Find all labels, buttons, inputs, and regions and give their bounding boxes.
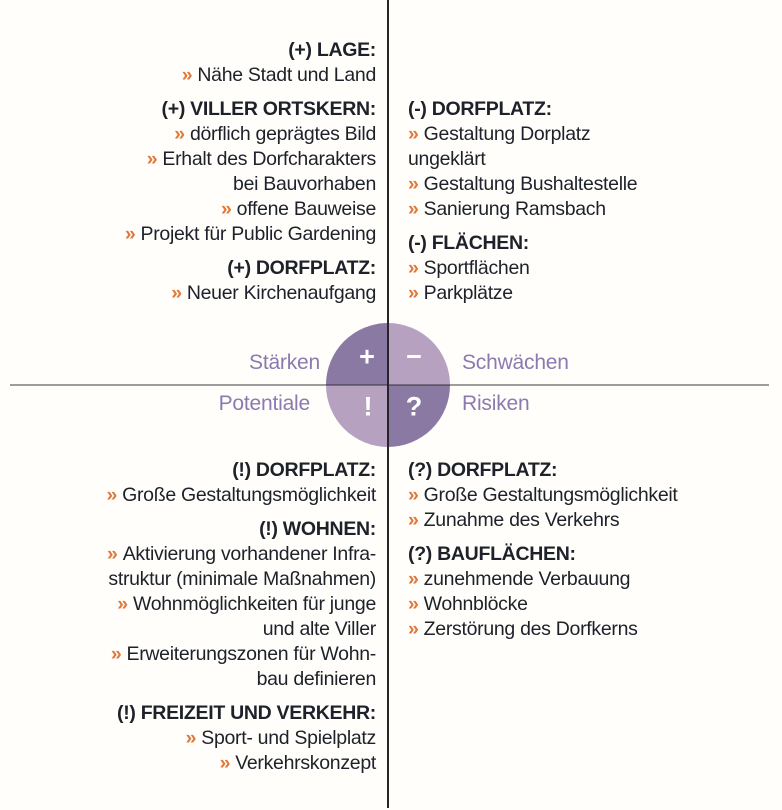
bullet-item: » Wohnmöglichkeiten für junge <box>117 593 376 615</box>
bullet-item-continuation: struktur (minimale Maßnahmen) <box>108 568 376 590</box>
quadrant-risks <box>408 458 678 642</box>
bullet-item: » Aktivierung vorhandener Infra- <box>107 543 376 565</box>
plus-icon: + <box>359 341 375 372</box>
quadrant-weaknesses <box>408 97 637 306</box>
section-heading: (+) LAGE: <box>288 39 376 61</box>
chevron-bullet-icon: » <box>408 568 424 590</box>
chevron-bullet-icon: » <box>408 198 424 220</box>
bullet-item: » Große Gestaltungsmöglichkeit <box>408 484 678 506</box>
section-heading: (+) DORFPLATZ: <box>227 257 376 279</box>
bullet-item: » Verkehrskonzept <box>219 752 376 774</box>
section-heading: (!) FREIZEIT UND VERKEHR: <box>117 702 376 724</box>
chevron-bullet-icon: » <box>219 752 236 774</box>
bullet-item: » Nähe Stadt und Land <box>181 64 376 86</box>
chevron-bullet-icon: » <box>408 509 424 531</box>
bullet-item: » Gestaltung Dorplatz <box>408 123 591 145</box>
chevron-bullet-icon: » <box>408 593 424 615</box>
chevron-bullet-icon: » <box>110 643 127 665</box>
section-heading: (+) VILLER ORTSKERN: <box>161 98 376 120</box>
bullet-item: » Projekt für Public Gardening <box>124 223 376 245</box>
quadrant-strengths <box>125 38 376 306</box>
vertical-divider <box>387 0 389 808</box>
bullet-item: » Erweiterungszonen für Wohn- <box>110 643 376 665</box>
risks-label: Risiken <box>462 392 530 415</box>
chevron-bullet-icon: » <box>174 123 190 145</box>
bullet-item: » Große Gestaltungsmöglichkeit <box>106 484 376 506</box>
bullet-item: » dörflich geprägtes Bild <box>174 123 376 145</box>
section-heading: (?) BAUFLÄCHEN: <box>408 543 576 565</box>
bullet-item-continuation: bei Bauvorhaben <box>233 173 376 195</box>
strengths-label: Stärken <box>249 351 320 374</box>
section-heading: (-) FLÄCHEN: <box>408 232 529 254</box>
chevron-bullet-icon: » <box>408 257 424 279</box>
weaknesses-label: Schwächen <box>462 351 569 374</box>
bullet-item: » Zunahme des Verkehrs <box>408 509 620 531</box>
chevron-bullet-icon: » <box>181 64 198 86</box>
section-heading: (!) DORFPLATZ: <box>232 459 376 481</box>
minus-icon: − <box>406 341 422 372</box>
bullet-item: » Neuer Kirchenaufgang <box>171 282 376 304</box>
chevron-bullet-icon: » <box>220 198 237 220</box>
bullet-item: » Sport- und Spielplatz <box>185 727 376 749</box>
chevron-bullet-icon: » <box>124 223 141 245</box>
bullet-item: » Sportflächen <box>408 257 530 279</box>
chevron-bullet-icon: » <box>107 543 123 565</box>
chevron-bullet-icon: » <box>117 593 133 615</box>
chevron-bullet-icon: » <box>408 282 424 304</box>
exclamation-icon: ! <box>363 391 373 422</box>
bullet-item: » Gestaltung Bushaltestelle <box>408 173 638 195</box>
chevron-bullet-icon: » <box>408 618 424 640</box>
horizontal-divider <box>10 384 769 386</box>
bullet-item-continuation: und alte Viller <box>262 618 376 640</box>
bullet-item: » Erhalt des Dorfcharakters <box>146 148 376 170</box>
bullet-item-continuation: ungeklärt <box>408 148 486 170</box>
bullet-item: » zunehmende Verbauung <box>408 568 631 590</box>
bullet-item: » Parkplätze <box>408 282 513 304</box>
chevron-bullet-icon: » <box>171 282 187 304</box>
chevron-bullet-icon: » <box>408 173 424 195</box>
section-heading: (?) DORFPLATZ: <box>408 459 558 481</box>
question-icon: ? <box>405 391 423 422</box>
section-heading: (!) WOHNEN: <box>259 518 376 540</box>
bullet-item: » Sanierung Ramsbach <box>408 198 606 220</box>
chevron-bullet-icon: » <box>408 484 424 506</box>
bullet-item: » Wohnblöcke <box>408 593 528 615</box>
bullet-item: » Zerstörung des Dorfkerns <box>408 618 638 640</box>
quadrant-potentials <box>106 458 376 776</box>
potentials-label: Potentiale <box>218 392 310 415</box>
bullet-item: » offene Bauweise <box>220 198 376 220</box>
chevron-bullet-icon: » <box>185 727 202 749</box>
chevron-bullet-icon: » <box>106 484 123 506</box>
section-heading: (-) DORFPLATZ: <box>408 98 552 120</box>
chevron-bullet-icon: » <box>146 148 163 170</box>
chevron-bullet-icon: » <box>408 123 424 145</box>
bullet-item-continuation: bau definieren <box>256 668 376 690</box>
